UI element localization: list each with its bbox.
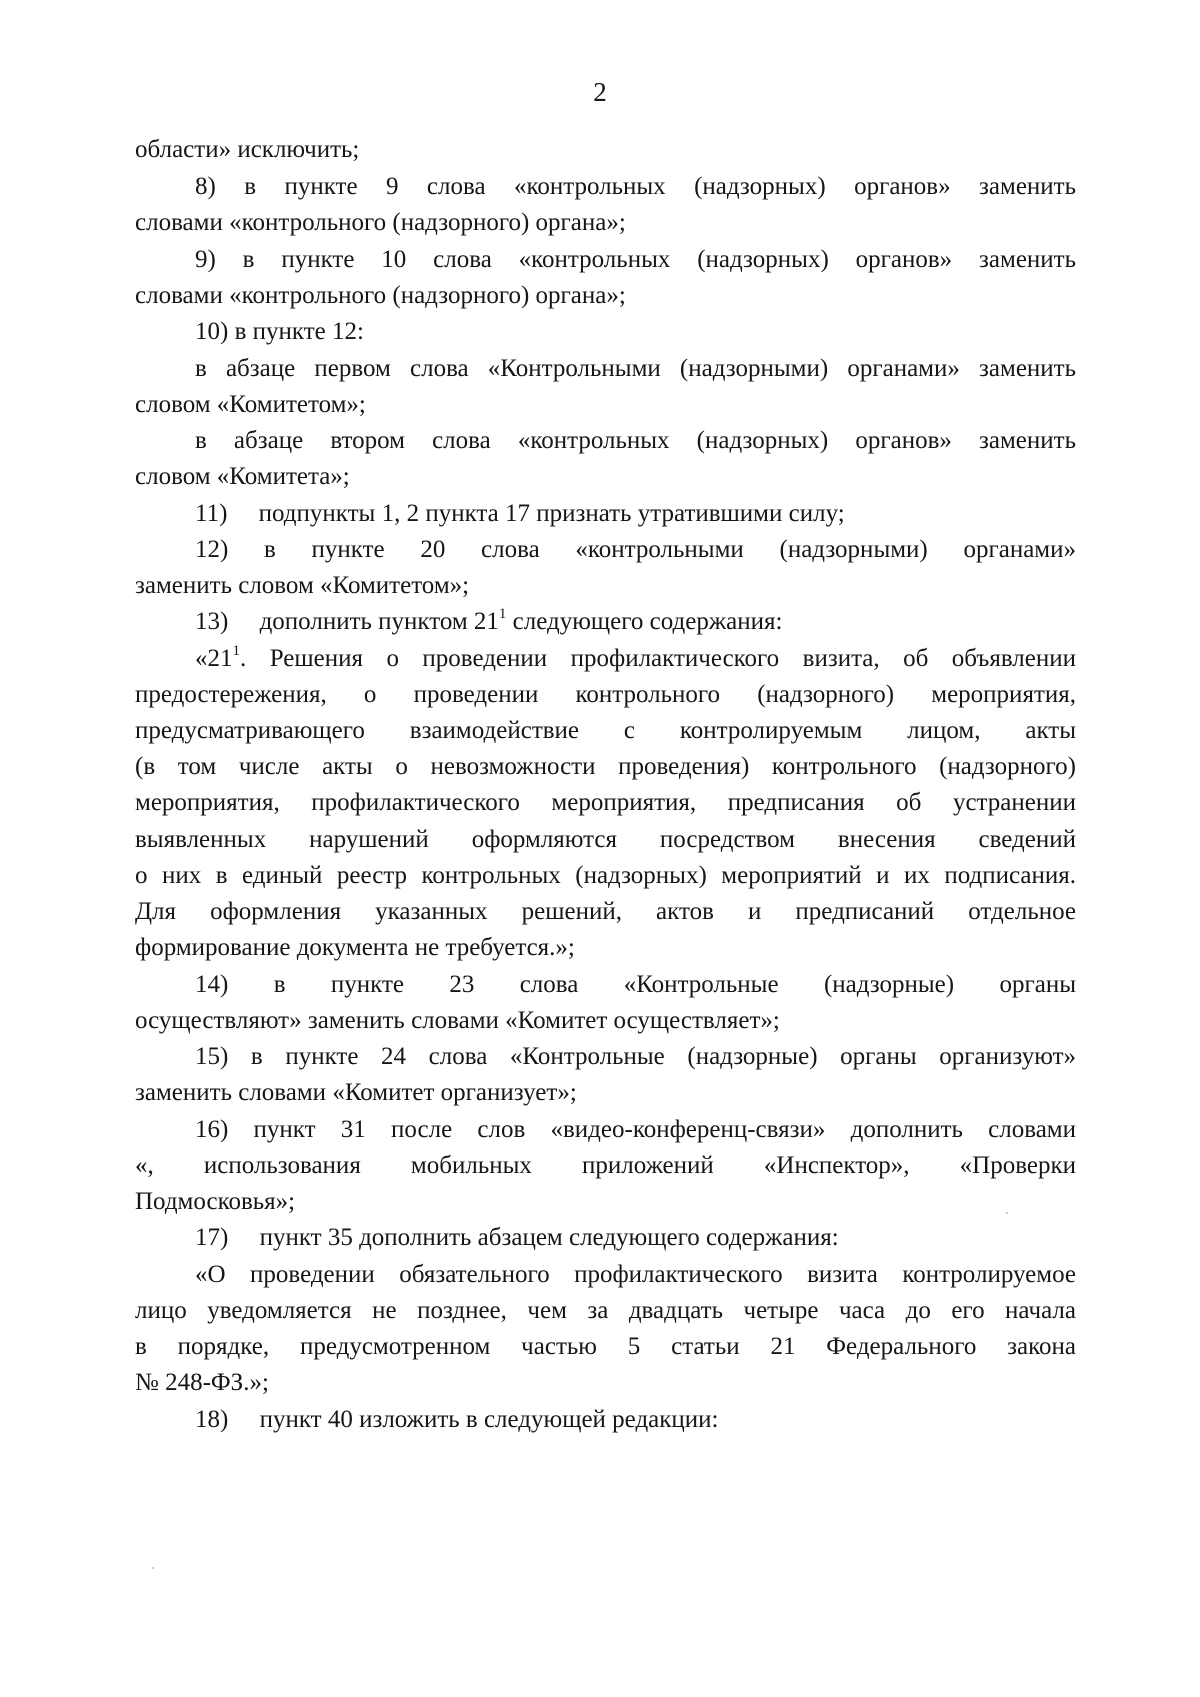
- line-text: словами «контрольного (надзорного) органа»;: [135, 209, 626, 236]
- text-line-item-18: [195, 1405, 719, 1435]
- line-text: области» исключить;: [135, 136, 360, 163]
- text-line-line-continuation: [135, 1332, 1076, 1362]
- line-text: 9) в пункте 10 слова «контрольных (надзорных) органов» заменить: [195, 246, 1076, 273]
- line-text: лицо уведомляется не позднее, чем за двадцать четыре часа до его начала: [135, 1297, 1076, 1324]
- line-text-after-superscript: . Решения о проведении профилактического визита, об объявлении: [240, 645, 1076, 672]
- text-line-line-continuation: [135, 933, 575, 963]
- text-line-line-continuation: [135, 825, 1076, 855]
- line-text: в абзаце первом слова «Контрольными (надзорными) органами» заменить: [195, 355, 1076, 382]
- line-text: о них в единый реестр контрольных (надзорных) мероприятий и их подписания.: [135, 862, 1076, 889]
- line-text: 14) в пункте 23 слова «Контрольные (надзорные) органы: [195, 971, 1076, 998]
- line-text: 15) в пункте 24 слова «Контрольные (надзорные) органы организуют»: [195, 1043, 1076, 1070]
- text-line-line-continuation: [135, 861, 1076, 891]
- line-text: осуществляют» заменить словами «Комитет осуществляет»;: [135, 1007, 780, 1034]
- text-line-line-continuation: [135, 1078, 577, 1108]
- text-line-item-13: [195, 607, 782, 637]
- line-text: 10) в пункте 12:: [195, 318, 364, 345]
- text-line-line-continuation: [135, 1151, 1076, 1181]
- line-text: Подмосковья»;: [135, 1188, 296, 1215]
- text-line-line-continuation: [135, 462, 350, 492]
- superscript: 1: [498, 606, 507, 622]
- line-text: заменить словом «Комитетом»;: [135, 572, 470, 599]
- line-text: заменить словами «Комитет организует»;: [135, 1079, 577, 1106]
- line-text: Для оформления указанных решений, актов и предписаний отдельное: [135, 898, 1076, 925]
- line-text: «О проведении обязательного профилактического визита контролируемое: [195, 1261, 1076, 1288]
- text-line-item-8: [195, 172, 1076, 202]
- line-text: предусматривающего взаимодействие с контролируемым лицом, акты: [135, 717, 1076, 744]
- text-line-quote-21-1: [195, 644, 1076, 674]
- text-line-item-10-para-1: [195, 354, 1076, 384]
- text-line-line-continuation: [135, 897, 1076, 927]
- line-text: 18) пункт 40 изложить в следующей редакции:: [195, 1406, 719, 1433]
- text-line-item-11: [195, 499, 845, 529]
- line-text: словом «Комитета»;: [135, 463, 350, 490]
- text-line-line-continuation: [135, 1187, 295, 1217]
- line-text-after-superscript: следующего содержания:: [506, 608, 783, 635]
- text-line-line-continuation: [135, 716, 1076, 746]
- text-line-line-continuation: [135, 208, 626, 238]
- text-line-line-continuation: [135, 1006, 780, 1036]
- text-line-line-continuation: [135, 680, 1076, 710]
- line-text: (в том числе акты о невозможности проведения) контрольного (надзорного): [135, 753, 1076, 780]
- line-text: 11) подпункты 1, 2 пункта 17 признать утратившими силу;: [195, 500, 845, 527]
- line-text: словом «Комитетом»;: [135, 391, 366, 418]
- line-text: 12) в пункте 20 слова «контрольными (надзорными) органами»: [195, 536, 1076, 563]
- text-line-line-continuation: [135, 1296, 1076, 1326]
- text-line-line-continuation: [135, 135, 359, 165]
- text-line-line-continuation: [135, 390, 366, 420]
- line-text: 8) в пункте 9 слова «контрольных (надзорных) органов» заменить: [195, 173, 1076, 200]
- line-text: «, использования мобильных приложений «Инспектор», «Проверки: [135, 1152, 1076, 1179]
- line-text: в абзаце втором слова «контрольных (надзорных) органов» заменить: [195, 427, 1076, 454]
- line-text: 13) дополнить пунктом 21: [195, 608, 499, 635]
- text-line-line-continuation: [135, 788, 1076, 818]
- text-line-line-continuation: [135, 1368, 269, 1398]
- scan-speck: [1006, 1212, 1008, 1214]
- line-text: № 248-ФЗ.»;: [135, 1369, 269, 1396]
- line-text: словами «контрольного (надзорного) органа»;: [135, 282, 626, 309]
- text-line-item-10: [195, 317, 364, 347]
- page-number: 2: [593, 77, 607, 107]
- line-text: предостережения, о проведении контрольного (надзорного) мероприятия,: [135, 681, 1076, 708]
- scan-speck: [152, 1567, 154, 1569]
- text-line-line-continuation: [135, 281, 626, 311]
- line-text: выявленных нарушений оформляются посредством внесения сведений: [135, 826, 1076, 853]
- superscript: 1: [232, 643, 240, 659]
- line-text: 17) пункт 35 дополнить абзацем следующего содержания:: [195, 1224, 839, 1251]
- line-text: формирование документа не требуется.»;: [135, 934, 575, 961]
- text-line-quote-35: [195, 1260, 1076, 1290]
- text-line-line-continuation: [135, 752, 1076, 782]
- line-text: «21: [195, 645, 233, 672]
- line-text: мероприятия, профилактического мероприятия, предписания об устранении: [135, 789, 1076, 816]
- text-line-item-16: [195, 1115, 1076, 1145]
- text-line-item-14: [195, 970, 1076, 1000]
- text-line-item-17: [195, 1223, 839, 1253]
- line-text: 16) пункт 31 после слов «видео-конференц-связи» дополнить словами: [195, 1116, 1076, 1143]
- text-line-item-10-para-2: [195, 426, 1076, 456]
- text-line-line-continuation: [135, 571, 469, 601]
- text-line-item-12: [195, 535, 1076, 565]
- text-line-item-15: [195, 1042, 1076, 1072]
- text-line-item-9: [195, 245, 1076, 275]
- line-text: в порядке, предусмотренном частью 5 статьи 21 Федерального закона: [135, 1333, 1076, 1360]
